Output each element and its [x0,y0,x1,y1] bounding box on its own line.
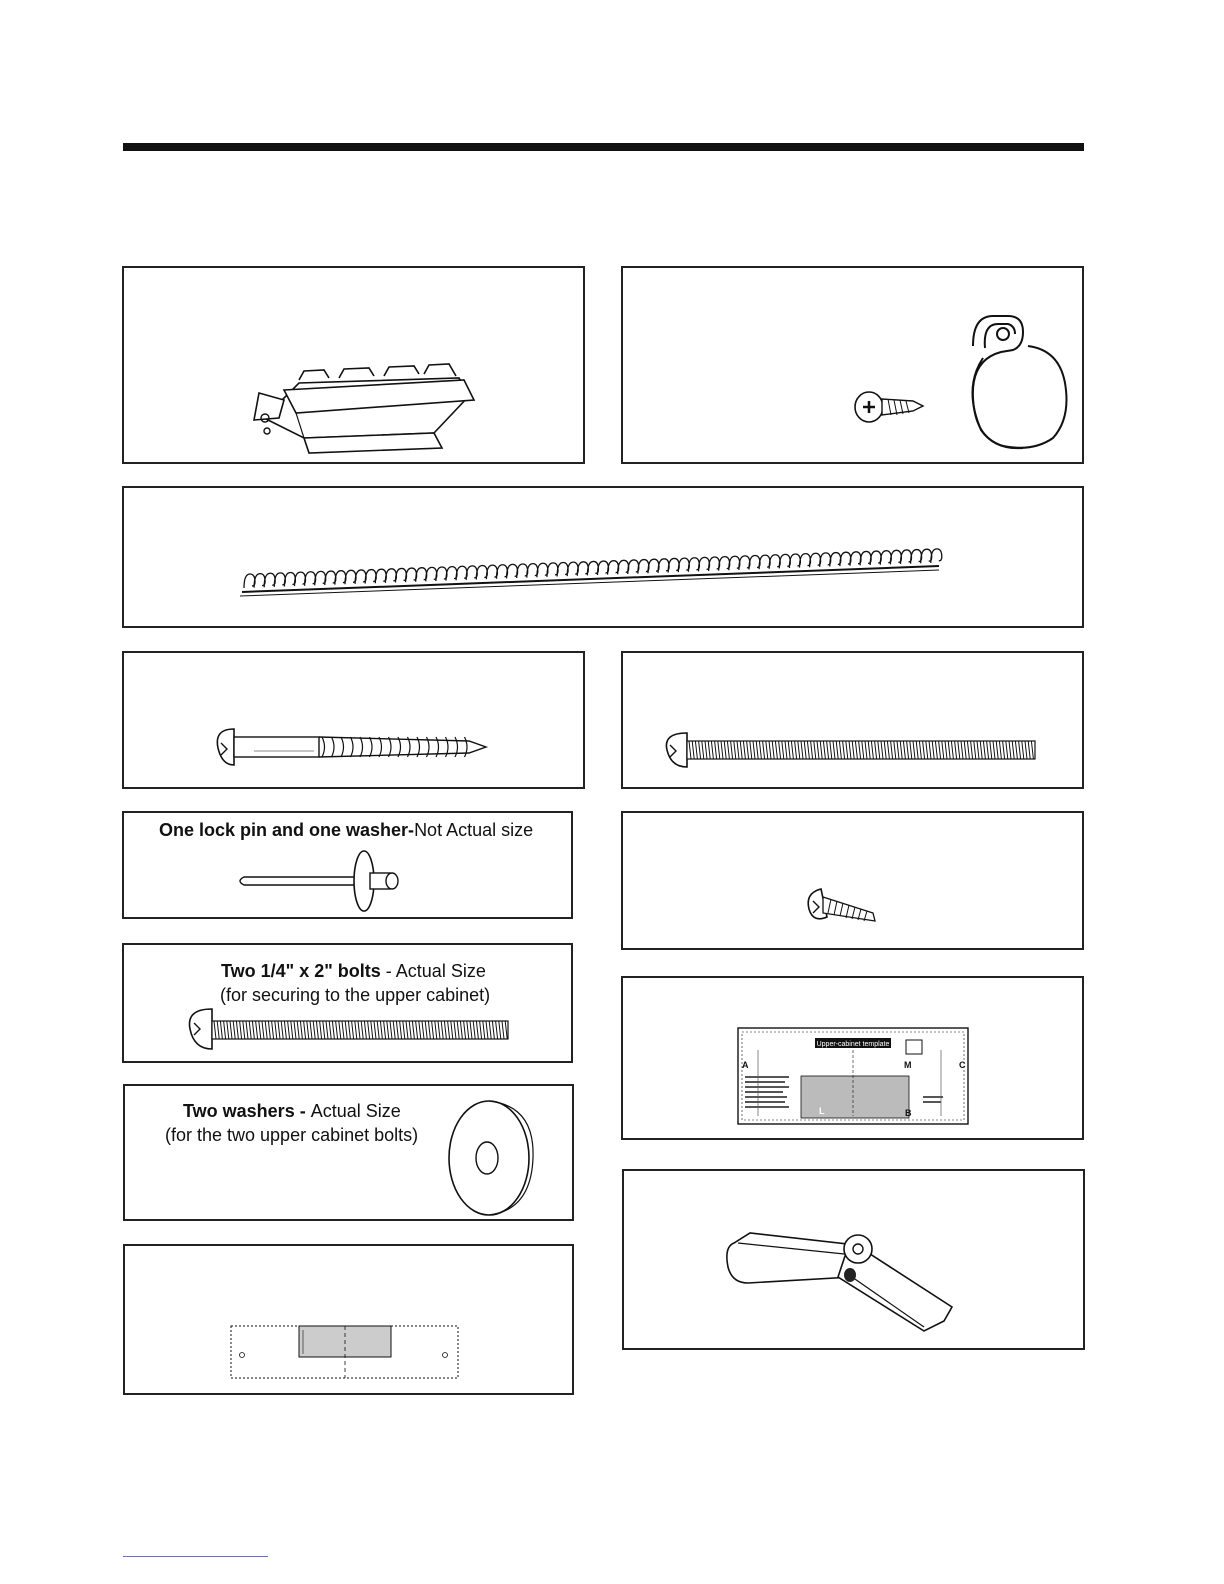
part-box-lag-screw [122,651,585,789]
template-label-l: L [819,1106,825,1116]
part-box-template [621,976,1084,1140]
header-rule [123,143,1084,151]
washers-title-rest: Actual Size [310,1101,401,1121]
exhaust-adapter-icon [124,268,587,466]
bolts-title-bold: Two 1/4" x 2" bolts [221,961,381,981]
part-box-strip [122,486,1084,628]
part-box-lock-pin [122,811,573,919]
template-icon [623,978,1086,1142]
long-bolt-icon [623,653,1086,791]
lock-pin-title-bold: One lock pin and one washer- [159,820,415,840]
part-box-bolts [122,943,573,1063]
clamp-icon [972,316,1066,448]
template-label-m: M [904,1060,912,1070]
template-label-b: B [905,1108,912,1118]
part-box-long-bolt [621,651,1084,789]
hanger-template-icon [125,1246,576,1397]
part-box-washers [123,1084,574,1221]
template-label-a: A [742,1060,749,1070]
template-title: Upper-cabinet template [816,1041,890,1048]
part-box-adapter [122,266,585,464]
spring-strip-icon [124,488,1086,630]
screw-icon [855,392,923,422]
bolts-title-rest: - Actual Size [380,961,486,981]
part-box-hanger-template [123,1244,574,1395]
washers-title-bold: Two washers - [183,1101,311,1121]
small-screw-icon [623,813,1086,952]
part-box-clamp [621,266,1084,464]
template-label-c: C [959,1060,966,1070]
lock-pin-title-rest: Not Actual size [414,820,534,840]
part-box-small-screw [621,811,1084,950]
footer-rule [123,1556,268,1557]
part-box-toggle [622,1169,1085,1350]
toggle-anchor-icon [624,1171,1087,1352]
washers-subtitle: (for the two upper cabinet bolts) [165,1125,419,1145]
lag-screw-icon [124,653,587,791]
bolts-subtitle: (for securing to the upper cabinet) [220,985,491,1005]
